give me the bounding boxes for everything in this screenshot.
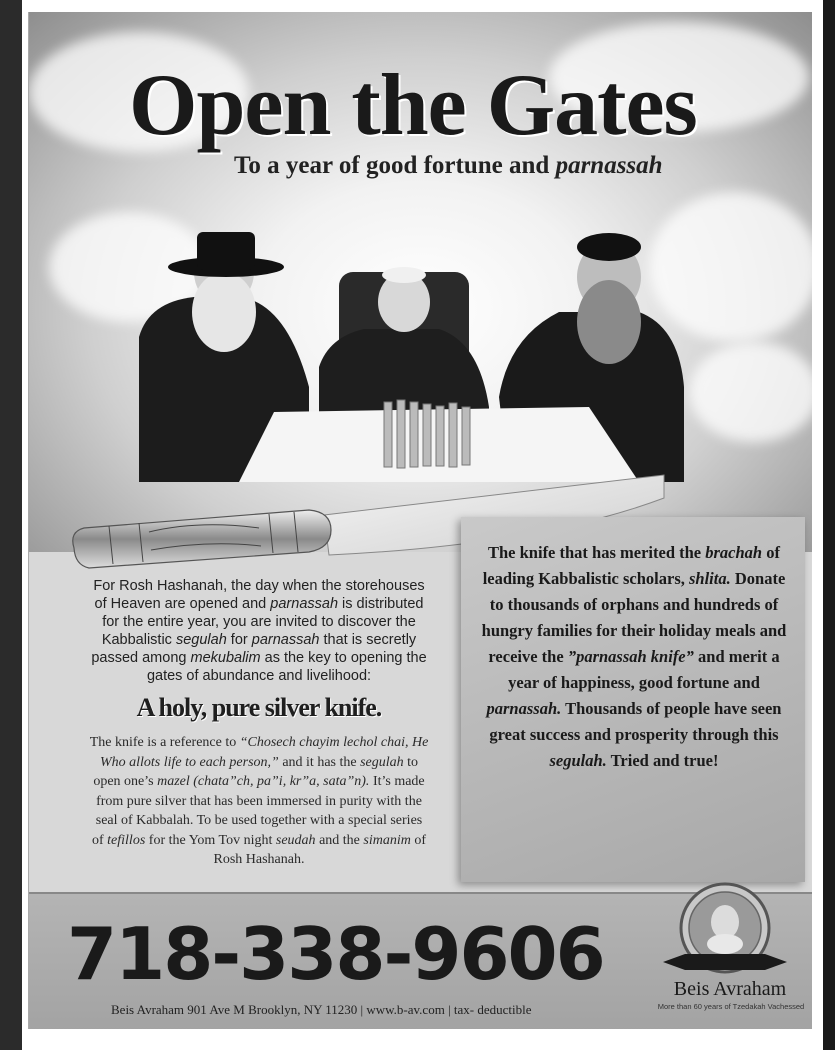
address-line: Beis Avraham 901 Ave M Brooklyn, NY 11230 | www.b-av.com | tax- deductible xyxy=(111,1002,532,1017)
ad-page xyxy=(28,12,812,1029)
page-edge-right xyxy=(823,0,835,1050)
rabbis-photo xyxy=(139,217,684,482)
appeal-text: The knife that has merited the brachah of leading Kabbalistic scholars, shlita. Donate to thousands of orphans and hundreds of hungry families for their holiday meals and receive the ”parnassah knife” and merit a year of happiness, good fortune and parnassah. Thousands of people have seen great success and prosperity through this segulah. Tried and true! xyxy=(481,543,787,770)
intro-column xyxy=(89,577,429,870)
knife-description: The knife is a reference to “Chosech chayim lechol chai, He Who allots life to each person,” and it has the segulah to open one’s mazel (chata”ch, pa”i, kr”a, sata”n). It’s made from pure silver that has been immersed in purity with the seal of Kabbalah. To be used together with a special series of tefillos for the Yom Tov night seudah and the simanim of Rosh Hashanah. xyxy=(89,735,429,867)
ad-title: Open the Gates xyxy=(129,57,697,154)
brand-name: Beis Avraham xyxy=(673,978,787,1000)
page-edge-left xyxy=(0,0,22,1050)
phone-number[interactable]: 718-338-9606 xyxy=(67,912,604,996)
intro-text: For Rosh Hashanah, the day when the storehouses of Heaven are opened and parnassah is distributed for the entire year, you are invited to discover the Kabbalistic segulah for parnassah that is secretly passed among mekubalim as the key to opening the gates of abundance and livelihood: xyxy=(91,578,427,684)
brand-tagline: More than 60 years of Tzedakah Vachessed xyxy=(657,1002,805,1011)
headline: A holy, pure silver knife. xyxy=(136,693,382,722)
ad-subtitle: To a year of good fortune and parnassah xyxy=(234,152,663,179)
